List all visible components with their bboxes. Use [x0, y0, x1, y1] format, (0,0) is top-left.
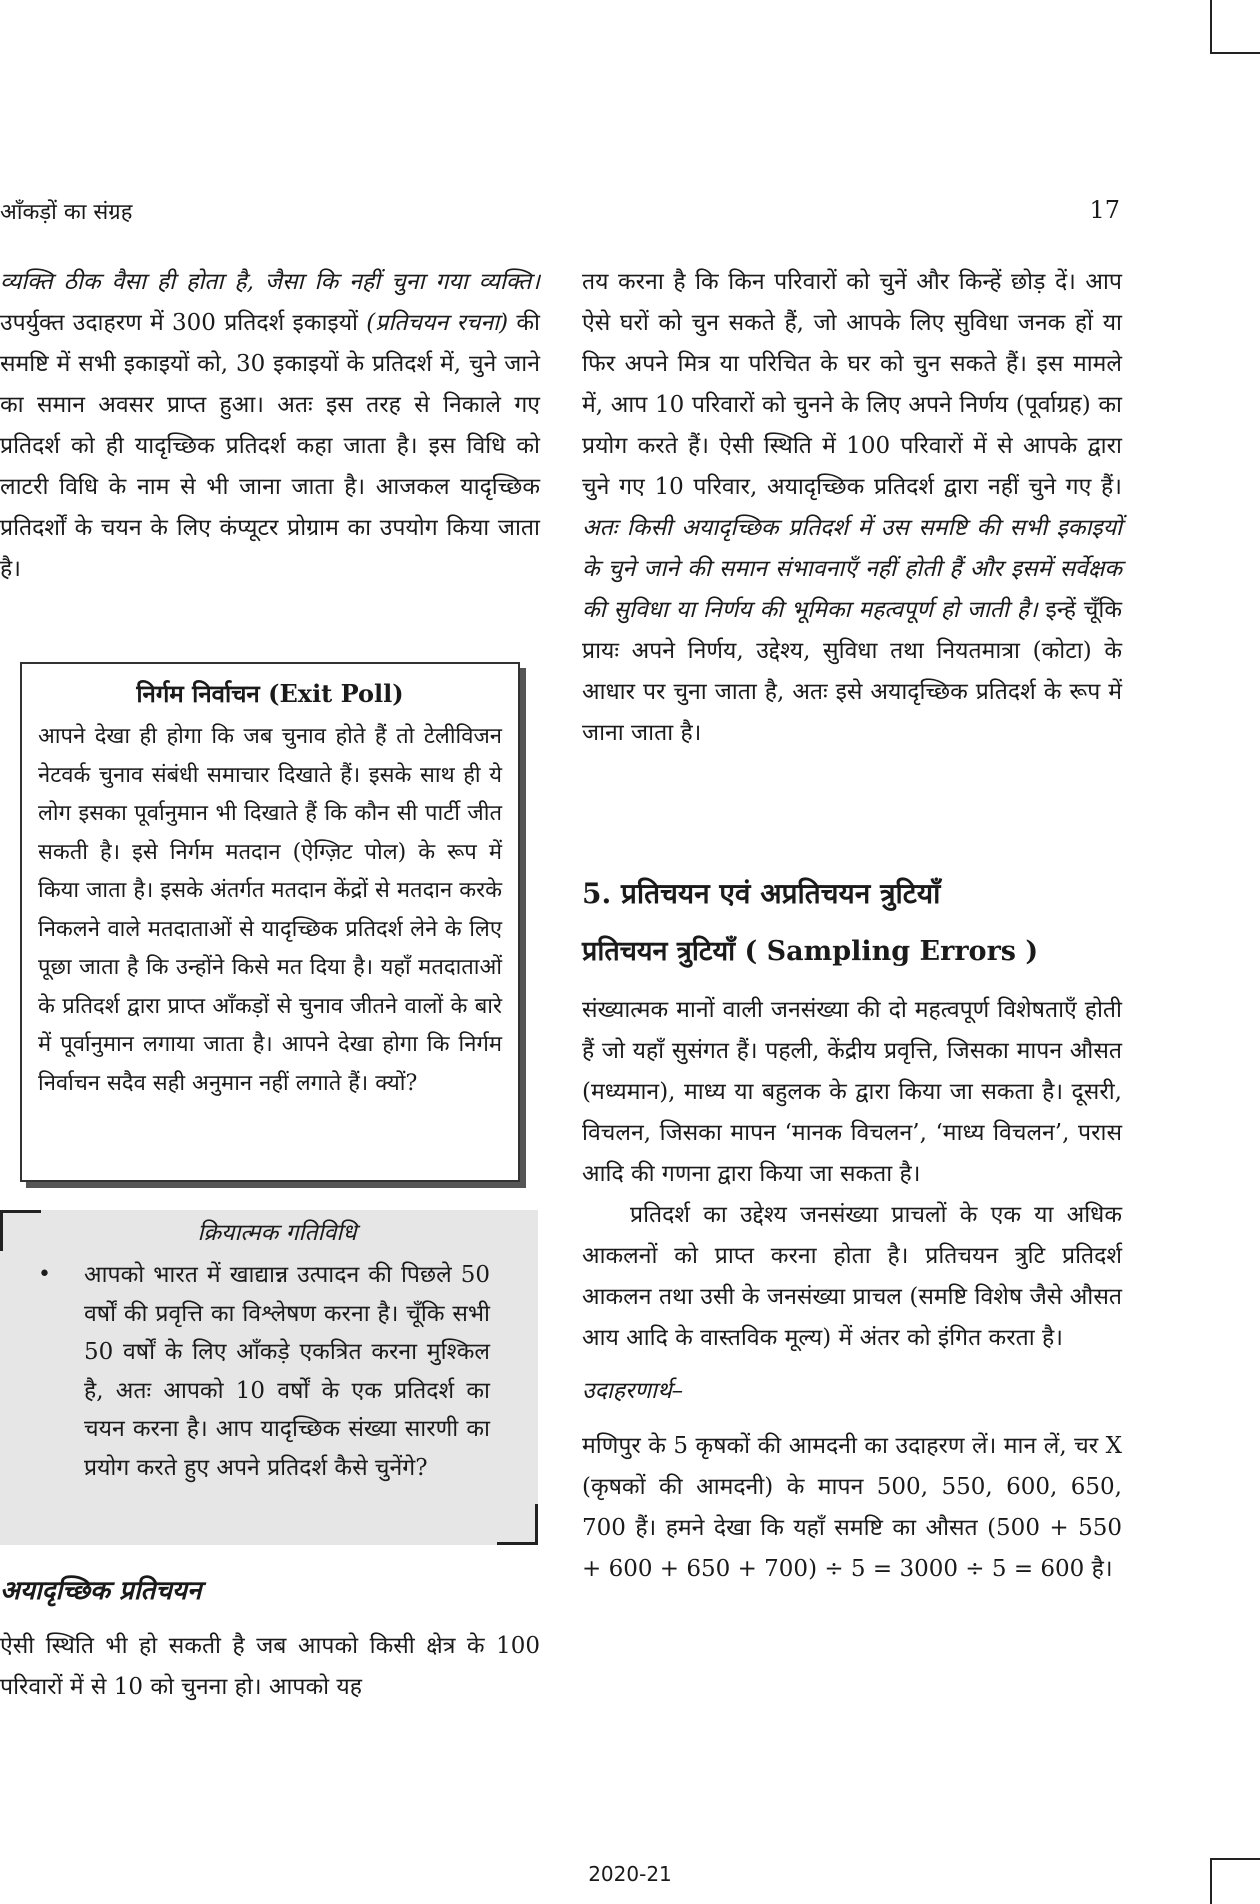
sampling-errors-body [582, 990, 1122, 1590]
right-column-para [582, 262, 1122, 754]
intro-text-2: की समष्टि में सभी इकाइयों को, 30 इकाइयों के प्रतिदर्श में, चुने जाने का समान अवसर प्राप्त हुआ। अतः इस तरह से निकाले गए प्रतिदर्श को ही यादृच्छिक प्रतिदर्श कहा जाता है। इस विधि को लाटरी विधि के नाम से भी जाना जाता है। आजकल यादृच्छिक प्रतिदर्शों के चयन के लिए कंप्यूटर प्रोग्राम का उपयोग किया जाता है। [0, 310, 541, 582]
sampling-para1: संख्यात्मक मानों वाली जनसंख्या की दो महत्वपूर्ण विशेषताएँ होती हैं जो यहाँ सुसंगत हैं। पहली, केंद्रीय प्रवृत्ति, जिसका मापन औसत (मध्यमान), माध्य या बहुलक के द्वारा किया जा सकता है। दूसरी, विचलन, जिसका मापन ‘मानक विचलन’, ‘माध्य विचलन’, परास आदि की गणना द्वारा किया जा सकता है। [582, 997, 1122, 1187]
sampling-para2: प्रतिदर्श का उद्देश्य जनसंख्या प्राचलों के एक या अधिक आकलनों को प्राप्त करना होता है। प्रतिचयन त्रुटि प्रतिदर्श आकलन तथा उसी के जनसंख्या प्राचल (समष्टि विशेष जैसे औसत आय आदि के वास्तविक मूल्य) में अंतर को इंगित करता है। [582, 1202, 1122, 1351]
activity-box [0, 1210, 538, 1545]
intro-italic: व्यक्ति ठीक वैसा ही होता है, जैसा कि नहीं चुना गया व्यक्ति। [0, 269, 540, 295]
right-para1-italic: अतः किसी अयादृच्छिक प्रतिदर्श में उस समष्टि की सभी इकाइयों के चुने जाने की समान संभावनाएँ नहीं होती हैं और इसमें सर्वेक्षक की सुविधा या निर्णय की भूमिका महत्वपूर्ण हो जाती है। [582, 515, 1122, 623]
activity-corner-bottom-right [497, 1504, 538, 1545]
non-random-section [0, 1568, 540, 1708]
activity-title: क्रियात्मक गतिविधि [197, 1220, 357, 1246]
right-para1: तय करना है कि किन परिवारों को चुनें और किन्हें छोड़ दें। आप ऐसे घरों को चुन सकते हैं, जो आपके लिए सुविधा जनक हों या फिर अपने मित्र या परिचित के घर को चुन सकते हैं। इस मामले में, आप 10 परिवारों को चुनने के लिए अपने निर्णय (पूर्वाग्रह) का प्रयोग करते हैं। ऐसी स्थिति में 100 परिवारों में से आपके द्वारा चुने गए 10 परिवार, अयादृच्छिक प्रतिदर्श द्वारा नहीं चुने गए हैं। [582, 269, 1122, 500]
footer-year: 2020-21 [588, 1862, 672, 1886]
activity-item-text: आपको भारत में खाद्यान्न उत्पादन की पिछले 50 वर्षों की प्रवृत्ति का विश्लेषण करना है। चूँकि सभी 50 वर्षों के लिए आँकड़े एकत्रित करना मुश्किल है, अतः आपको 10 वर्षों के एक प्रतिदर्श का चयन करना है। आप यादृच्छिक संख्या सारणी का प्रयोग करते हुए अपने प्रतिदर्श कैसे चुनेंगे? [84, 1262, 490, 1481]
right-para1-end: इन्हें चूँकि प्रायः अपने निर्णय, उद्देश्य, सुविधा तथा नियतमात्रा (कोटा) के आधार पर चुना जाता है, अतः इसे अयादृच्छिक प्रतिदर्श के रूप में जाना जाता है। [582, 597, 1123, 746]
bullet-icon: • [38, 1262, 51, 1287]
crop-mark-top-right [1210, 0, 1260, 54]
running-header: आँकड़ों का संग्रह [0, 200, 133, 225]
example-label: उदाहरणार्थ– [582, 1378, 684, 1404]
sampling-errors-subheading: प्रतिचयन त्रुटियाँ ( Sampling Errors ) [582, 936, 1039, 967]
non-random-text: ऐसी स्थिति भी हो सकती है जब आपको किसी क्षेत्र के 100 परिवारों में से 10 को चुनना हो। आपको यह [0, 1633, 540, 1700]
left-column-intro [0, 262, 540, 590]
activity-item [38, 1256, 490, 1487]
intro-text-1: उपर्युक्त उदाहरण में 300 प्रतिदर्श इकाइयों [0, 310, 358, 336]
intro-italic-2: (प्रतिचयन रचना) [366, 310, 509, 336]
non-random-heading: अयादृच्छिक प्रतिचयन [0, 1576, 202, 1606]
exit-poll-body: आपने देखा ही होगा कि जब चुनाव होते हैं तो टेलीविजन नेटवर्क चुनाव संबंधी समाचार दिखाते हैं। इसके साथ ही ये लोग इसका पूर्वानुमान भी दिखाते हैं कि कौन सी पार्टी जीत सकती है। इसे निर्गम मतदान (ऐग्ज़िट पोल) के रूप में किया जाता है। इसके अंतर्गत मतदान केंद्रों से मतदान करके निकलने वाले मतदाताओं से यादृच्छिक प्रतिदर्श लेने के लिए पूछा जाता है कि उन्होंने किसे मत दिया है। यहाँ मतदाताओं के प्रतिदर्श द्वारा प्राप्त आँकड़ों से चुनाव जीतने वालों के बारे में पूर्वानुमान लगाया जाता है। आपने देखा होगा कि निर्गम निर्वाचन सदैव सही अनुमान नहीं लगाते हैं। क्यों? [38, 724, 502, 1096]
section-heading: 5. प्रतिचयन एवं अप्रतिचयन त्रुटियाँ [582, 877, 941, 910]
activity-corner-top-left [0, 1210, 41, 1251]
exit-poll-box [20, 662, 520, 1182]
page-number: 17 [1089, 196, 1120, 224]
example-text: मणिपुर के 5 कृषकों की आमदनी का उदाहरण लें। मान लें, चर X (कृषकों की आमदनी) के मापन 500, 550, 600, 650, 700 हैं। हमने देखा कि यहाँ समष्टि का औसत (500 + 550 + 600 + 650 + 700) ÷ 5 = 3000 ÷ 5 = 600 है। [582, 1433, 1122, 1582]
exit-poll-title: निर्गम निर्वाचन (Exit Poll) [136, 679, 404, 708]
